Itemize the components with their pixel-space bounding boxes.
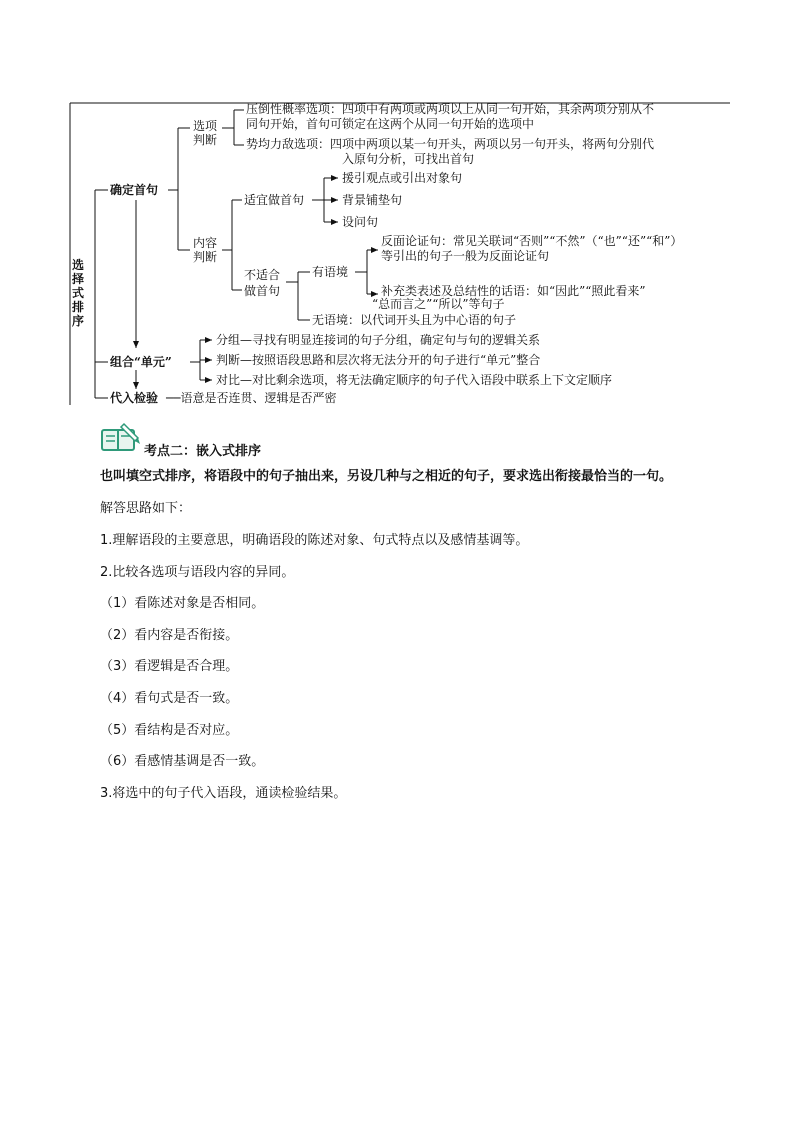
content-judge-label: 内容判断: [193, 236, 218, 264]
section-intro: 也叫填空式排序，将语段中的句子抽出来，另设几种与之相近的句子，要求选出衔接最恰当的一句。: [100, 469, 673, 484]
context1-line2: 等引出的句子一般为反面论证句: [381, 249, 550, 263]
no-context-item: 无语境：以代词开头且为中心语的句子: [312, 313, 517, 327]
suitable-item-3: 设问句: [342, 215, 379, 229]
branch-group-unit: 组合“单元”: [110, 355, 172, 369]
group-item-1: 分组—寻找有明显连接词的句子分组，确定句与句的逻辑关系: [216, 333, 541, 347]
step-1: 1.理解语段的主要意思，明确语段的陈述对象、句式特点以及感情基调等。: [100, 533, 529, 548]
option-judge-label: 选项判断: [193, 119, 218, 147]
option2-line1: 势均力敌选项：四项中两项以某一句开头，两项以另一句开头，将两句分别代: [246, 137, 655, 151]
section-title: 考点二：嵌入式排序: [144, 444, 262, 459]
with-context-label: 有语境: [312, 265, 349, 279]
unsuitable-label-1: 不适合: [244, 268, 281, 282]
context1-line1: 反面论证句：常见关联词“否则”“不然”（“也”“还”“和”）: [381, 234, 683, 248]
approach-label: 解答思路如下：: [100, 501, 192, 516]
option2-line2: 入原句分析，可找出首句: [342, 152, 475, 166]
selection-sorting-diagram: [0, 0, 794, 410]
context2-line2: “总而言之”“所以”等句子: [372, 297, 505, 311]
suitable-label: 适宜做首句: [244, 193, 305, 207]
sub-step-6: （6）看感情基调是否一致。: [100, 754, 265, 769]
step-2: 2.比较各选项与语段内容的异同。: [100, 565, 295, 580]
branch-first-sentence: 确定首句: [110, 183, 159, 197]
group-item-2: 判断—按照语段思路和层次将无法分开的句子进行“单元”整合: [216, 353, 541, 367]
branch-substitute-check: 代入检验: [110, 391, 159, 405]
option1-line1: 压倒性概率选项：四项中有两项或两项以上从同一句开始，其余两项分别从不: [246, 102, 655, 116]
option1-line2: 同句开始，首句可锁定在这两个从同一句开始的选项中: [246, 117, 535, 131]
sub-step-2: （2）看内容是否衔接。: [100, 628, 239, 643]
context2-line1: 补充类表述及总结性的话语：如“因此”“照此看来”: [381, 284, 646, 298]
book-pencil-icon: [100, 422, 142, 452]
suitable-item-2: 背景铺垫句: [342, 193, 403, 207]
root-label: 选择式排序: [72, 258, 85, 328]
suitable-item-1: 援引观点或引出对象句: [342, 171, 463, 185]
sub-step-5: （5）看结构是否对应。: [100, 723, 239, 738]
sub-step-3: （3）看逻辑是否合理。: [100, 659, 239, 674]
unsuitable-label-2: 做首句: [244, 284, 281, 298]
group-item-3: 对比—对比剩余选项，将无法确定顺序的句子代入语段中联系上下文定顺序: [216, 373, 613, 387]
sub-step-4: （4）看句式是否一致。: [100, 691, 239, 706]
branch3-note: ──语意是否连贯、逻辑是否严密: [166, 391, 337, 405]
step-3: 3.将选中的句子代入语段，通读检验结果。: [100, 786, 347, 801]
sub-step-1: （1）看陈述对象是否相同。: [100, 596, 265, 611]
